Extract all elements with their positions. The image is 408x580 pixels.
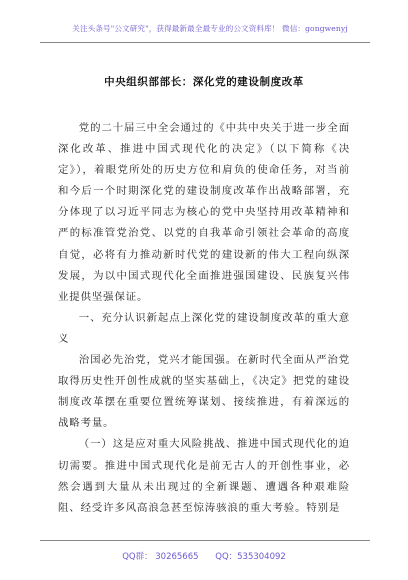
document-body (58, 118, 350, 519)
footer-qq-number: QQ：535304092 (215, 552, 286, 562)
paragraph-section-1: 治国必先治党，党兴才能国强。在新时代全面从严治党取得历史性开创性成就的坚实基础上，《决定》把党的建设制度改革摆在重要位置统筹谋划、接续推进，有着深远的战略考量。 (58, 354, 350, 430)
document-title: 中央组织部部长：深化党的建设制度改革 (104, 76, 304, 88)
header-promo-note: 关注头条号"公文研究"，获得最新最全最专业的公文资料库！ 微信：gongwenyj (72, 24, 348, 33)
paragraph-subsection-1: （一）这是应对重大风险挑战、推进中国式现代化的迫切需要。推进中国式现代化是前无古人的开创性事业，必然会遇到大量从未出现过的全新课题、遭遇各种艰难险阻、经受许多风高浪急甚至惊涛骇浪的重大考验。特别是 (58, 438, 350, 514)
footer-contact (0, 550, 408, 562)
footer-divider (40, 540, 370, 541)
section-heading-1: 一、充分认识新起点上深化党的建设制度改革的重大意义 (58, 311, 350, 345)
paragraph-intro: 党的二十届三中全会通过的《中共中央关于进一步全面深化改革、推进中国式现代化的决定》（以下简称《决定》），着眼党所处的历史方位和肩负的使命任务，对当前和今后一个时期深化党的建设制度改革作出战略部署，充分体现了以习近平同志为核心的党中央坚持用改革精神和严的标准管党治党、以党的自我革命引领社会革命的高度自觉，必将有力推动新时代党的建设新的伟大工程向纵深发展，为以中国式现代化全面推进强国建设、民族复兴伟业提供坚强保证。 (58, 122, 350, 303)
header-divider (40, 42, 370, 43)
footer-qq-group: QQ群： 30265665 (122, 552, 199, 562)
